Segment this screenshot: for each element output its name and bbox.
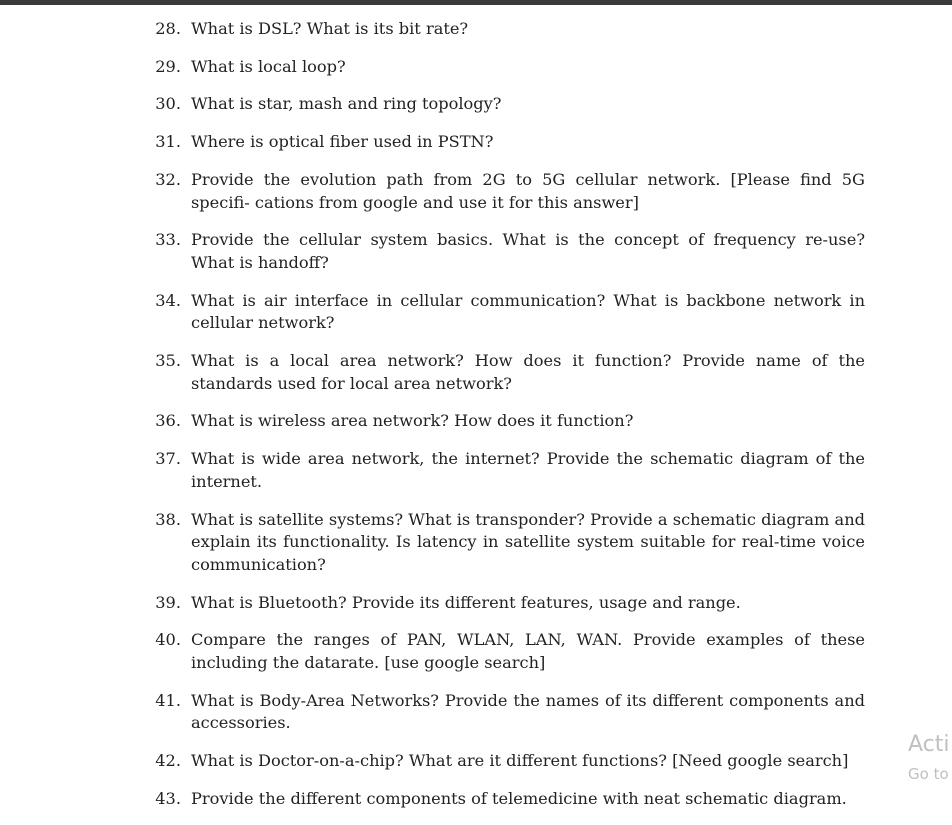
question-number: 41. (155, 690, 181, 710)
question-item (150, 788, 865, 811)
watermark-subtitle: Go to (908, 765, 949, 783)
question-item (150, 169, 865, 214)
question-item (150, 750, 865, 773)
question-item (150, 350, 865, 395)
question-item (150, 629, 865, 674)
question-text: Compare the ranges of PAN, WLAN, LAN, WAN. Provide examples of these including the datarate. [use google search] (191, 630, 865, 673)
question-number: 32. (155, 169, 181, 189)
question-number: 30. (155, 94, 181, 114)
question-text: What is local loop? (191, 56, 346, 76)
question-number: 28. (155, 19, 181, 38)
question-text: Provide the cellular system basics. What is the concept of frequency re-use? What is handoff? (191, 230, 865, 272)
question-number: 37. (155, 449, 181, 469)
question-item (150, 18, 865, 41)
question-text: What is air interface in cellular communication? What is backbone network in cellular network? (191, 290, 865, 333)
question-text: What is Body-Area Networks? Provide the names of its different components and accessories. (191, 690, 865, 733)
question-number: 29. (155, 56, 181, 76)
question-number: 38. (155, 509, 181, 529)
question-text: Provide the evolution path from 2G to 5G cellular network. [Please find 5G specifi- cations from google and use it for this answer] (191, 169, 865, 212)
question-number: 33. (155, 230, 181, 250)
question-list (150, 18, 865, 811)
question-number: 39. (155, 592, 181, 612)
question-text: What is DSL? What is its bit rate? (191, 19, 469, 38)
question-item (150, 690, 865, 735)
question-text: Where is optical fiber used in PSTN? (191, 132, 494, 152)
question-item (150, 448, 865, 493)
question-item (150, 93, 865, 116)
question-text: What is Doctor-on-a-chip? What are it different functions? [Need google search] (191, 751, 849, 771)
question-text: What is wide area network, the internet? Provide the schematic diagram of the internet. (191, 449, 865, 491)
question-item (150, 410, 865, 433)
question-number: 35. (155, 351, 181, 371)
question-text: What is wireless area network? How does it function? (191, 411, 634, 431)
question-text: Provide the different components of telemedicine with neat schematic diagram. (191, 788, 847, 808)
question-text: What is satellite systems? What is transponder? Provide a schematic diagram and explain its functionality. Is latency in satellite system suitable for real-time voice communication? (191, 509, 865, 574)
question-number: 42. (155, 751, 181, 771)
question-item (150, 131, 865, 154)
question-item (150, 290, 865, 335)
question-item (150, 56, 865, 79)
question-number: 43. (155, 788, 181, 808)
question-number: 31. (155, 132, 181, 152)
question-item (150, 229, 865, 274)
question-item (150, 509, 865, 577)
question-number: 34. (155, 290, 181, 310)
question-number: 40. (155, 630, 181, 650)
question-text: What is star, mash and ring topology? (191, 94, 502, 114)
watermark-title: Acti (908, 732, 950, 757)
question-item (150, 592, 865, 615)
activate-windows-watermark (908, 730, 950, 786)
question-text: What is Bluetooth? Provide its different features, usage and range. (191, 592, 741, 612)
question-number: 36. (155, 411, 181, 431)
question-text: What is a local area network? How does it function? Provide name of the standards used for local area network? (191, 351, 865, 393)
